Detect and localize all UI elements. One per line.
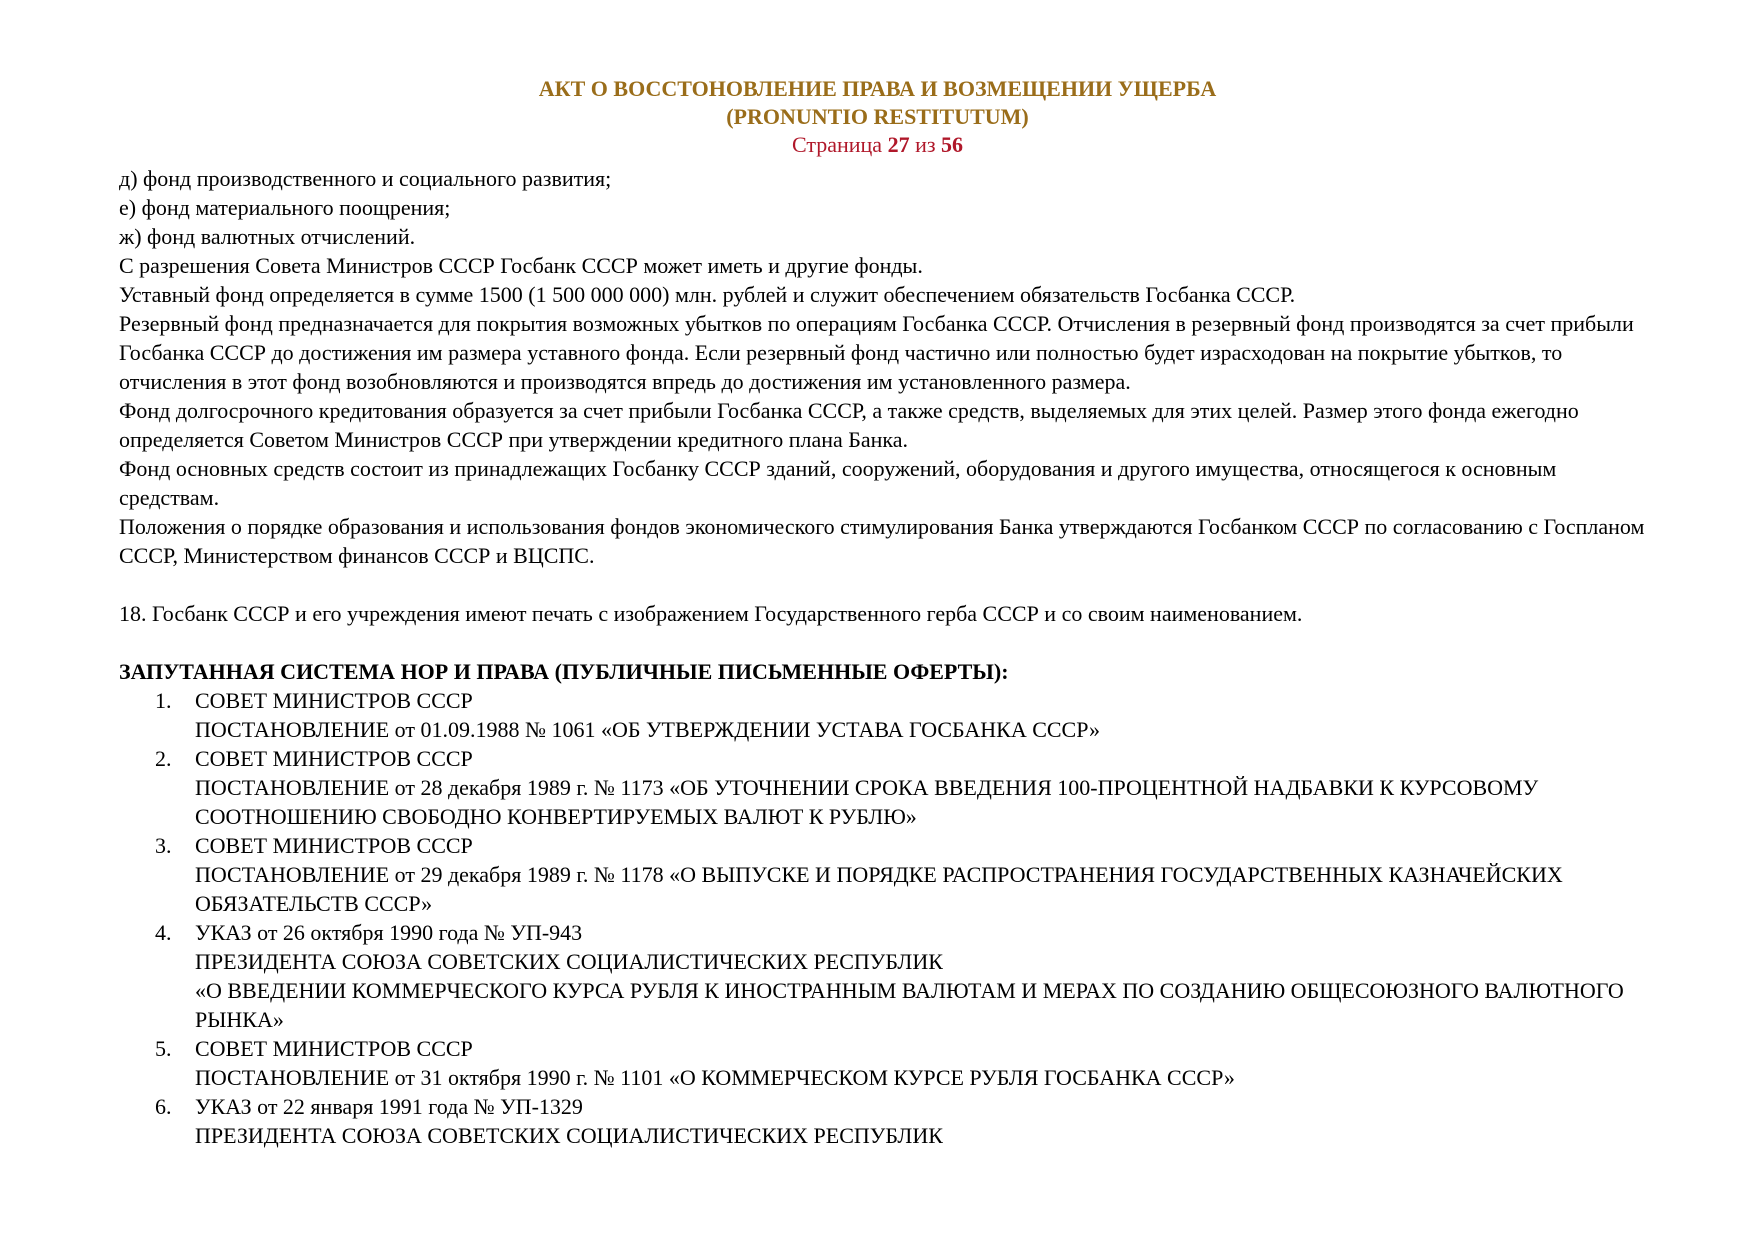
- document-body: [119, 164, 1649, 1150]
- page-of: из: [915, 132, 936, 157]
- paragraph: Положения о порядке образования и использования фондов экономического стимулирования Банка утверждаются Госбанком СССР по согласованию с Госпланом СССР, Министерством финансов СССР и ВЦСПС.: [119, 514, 1645, 568]
- list-item-number: 4.: [155, 920, 172, 945]
- list-item: [119, 918, 1649, 1034]
- paragraph: Фонд основных средств состоит из принадлежащих Госбанку СССР зданий, сооружений, оборудования и другого имущества, относящегося к основным средствам.: [119, 456, 1557, 510]
- list-item-line: ПОСТАНОВЛЕНИЕ от 01.09.1988 № 1061 «ОБ УТВЕРЖДЕНИИ УСТАВА ГОСБАНКА СССР»: [195, 717, 1101, 742]
- list-item-line: ПРЕЗИДЕНТА СОЮЗА СОВЕТСКИХ СОЦИАЛИСТИЧЕСКИХ РЕСПУБЛИК: [195, 949, 943, 974]
- list-item-line: СОВЕТ МИНИСТРОВ СССР: [195, 833, 473, 858]
- list-item-number: 3.: [155, 833, 172, 858]
- paragraph: д) фонд производственного и социального развития;: [119, 166, 612, 191]
- page-prefix: Страница: [791, 132, 883, 157]
- list-item-line: СОВЕТ МИНИСТРОВ СССР: [195, 746, 473, 771]
- page-current: 27: [887, 132, 910, 157]
- list-item-line: ПОСТАНОВЛЕНИЕ от 29 декабря 1989 г. № 1178 «О ВЫПУСКЕ И ПОРЯДКЕ РАСПРОСТРАНЕНИЯ ГОСУДАРСТВЕННЫХ КАЗНАЧЕЙСКИХ ОБЯЗАТЕЛЬСТВ СССР»: [195, 862, 1563, 916]
- clause-18: 18. Госбанк СССР и его учреждения имеют печать с изображением Государственного герба СССР и со своим наименованием.: [119, 601, 1303, 626]
- list-item-line: СОВЕТ МИНИСТРОВ СССР: [195, 1036, 473, 1061]
- list-item-line: ПОСТАНОВЛЕНИЕ от 28 декабря 1989 г. № 1173 «ОБ УТОЧНЕНИИ СРОКА ВВЕДЕНИЯ 100-ПРОЦЕНТНОЙ НАДБАВКИ К КУРСОВОМУ СООТНОШЕНИЮ СВОБОДНО КОНВЕРТИРУЕМЫХ ВАЛЮТ К РУБЛЮ»: [195, 775, 1539, 829]
- list-item: [119, 1034, 1649, 1092]
- paragraph: е) фонд материального поощрения;: [119, 195, 451, 220]
- list-item-line: СОВЕТ МИНИСТРОВ СССР: [195, 688, 473, 713]
- paragraph: Фонд долгосрочного кредитования образуется за счет прибыли Госбанка СССР, а также средств, выделяемых для этих целей. Размер этого фонда ежегодно определяется Советом Министров СССР при утверждении кредитного плана Банка.: [119, 398, 1579, 452]
- document-header: [0, 75, 1755, 159]
- list-item: [119, 686, 1649, 744]
- paragraph: Уставный фонд определяется в сумме 1500 (1 500 000 000) млн. рублей и служит обеспечением обязательств Госбанка СССР.: [119, 282, 1296, 307]
- page-total: 56: [941, 132, 964, 157]
- spacer: [119, 628, 1649, 657]
- paragraph: ж) фонд валютных отчислений.: [119, 224, 416, 249]
- page-indicator: [0, 131, 1755, 159]
- list-item-line: ПОСТАНОВЛЕНИЕ от 31 октября 1990 г. № 1101 «О КОММЕРЧЕСКОМ КУРСЕ РУБЛЯ ГОСБАНКА СССР»: [195, 1065, 1235, 1090]
- document-subtitle: (PRONUNTIO RESTITUTUM): [726, 104, 1029, 129]
- paragraph: С разрешения Совета Министров СССР Госбанк СССР может иметь и другие фонды.: [119, 253, 923, 278]
- spacer: [119, 570, 1649, 599]
- list-item-line: УКАЗ от 26 октября 1990 года № УП-943: [195, 920, 583, 945]
- document-title: АКТ О ВОССТОНОВЛЕНИЕ ПРАВА И ВОЗМЕЩЕНИИ УЩЕРБА: [538, 76, 1217, 101]
- list-item-number: 6.: [155, 1094, 172, 1119]
- list-item-number: 5.: [155, 1036, 172, 1061]
- list-item: [119, 744, 1649, 831]
- acts-list: [119, 686, 1649, 1150]
- list-item-line: «О ВВЕДЕНИИ КОММЕРЧЕСКОГО КУРСА РУБЛЯ К ИНОСТРАННЫМ ВАЛЮТАМ И МЕРАХ ПО СОЗДАНИЮ ОБЩЕСОЮЗНОГО ВАЛЮТНОГО РЫНКА»: [195, 978, 1624, 1032]
- list-item-number: 2.: [155, 746, 172, 771]
- list-item-line: УКАЗ от 22 января 1991 года № УП-1329: [195, 1094, 583, 1119]
- paragraph: Резервный фонд предназначается для покрытия возможных убытков по операциям Госбанка СССР. Отчисления в резервный фонд производятся за счет прибыли Госбанка СССР до достижения им размера уставного фонда. Если резервный фонд частично или полностью будет израсходован на покрытие убытков, то отчисления в этот фонд возобновляются и производятся впредь до достижения им установленного размера.: [119, 311, 1634, 394]
- section-heading: ЗАПУТАННАЯ СИСТЕМА НОР И ПРАВА (ПУБЛИЧНЫЕ ПИСЬМЕННЫЕ ОФЕРТЫ):: [119, 659, 1009, 684]
- list-item: [119, 1092, 1649, 1150]
- list-item-line: ПРЕЗИДЕНТА СОЮЗА СОВЕТСКИХ СОЦИАЛИСТИЧЕСКИХ РЕСПУБЛИК: [195, 1123, 943, 1148]
- list-item-number: 1.: [155, 688, 172, 713]
- list-item: [119, 831, 1649, 918]
